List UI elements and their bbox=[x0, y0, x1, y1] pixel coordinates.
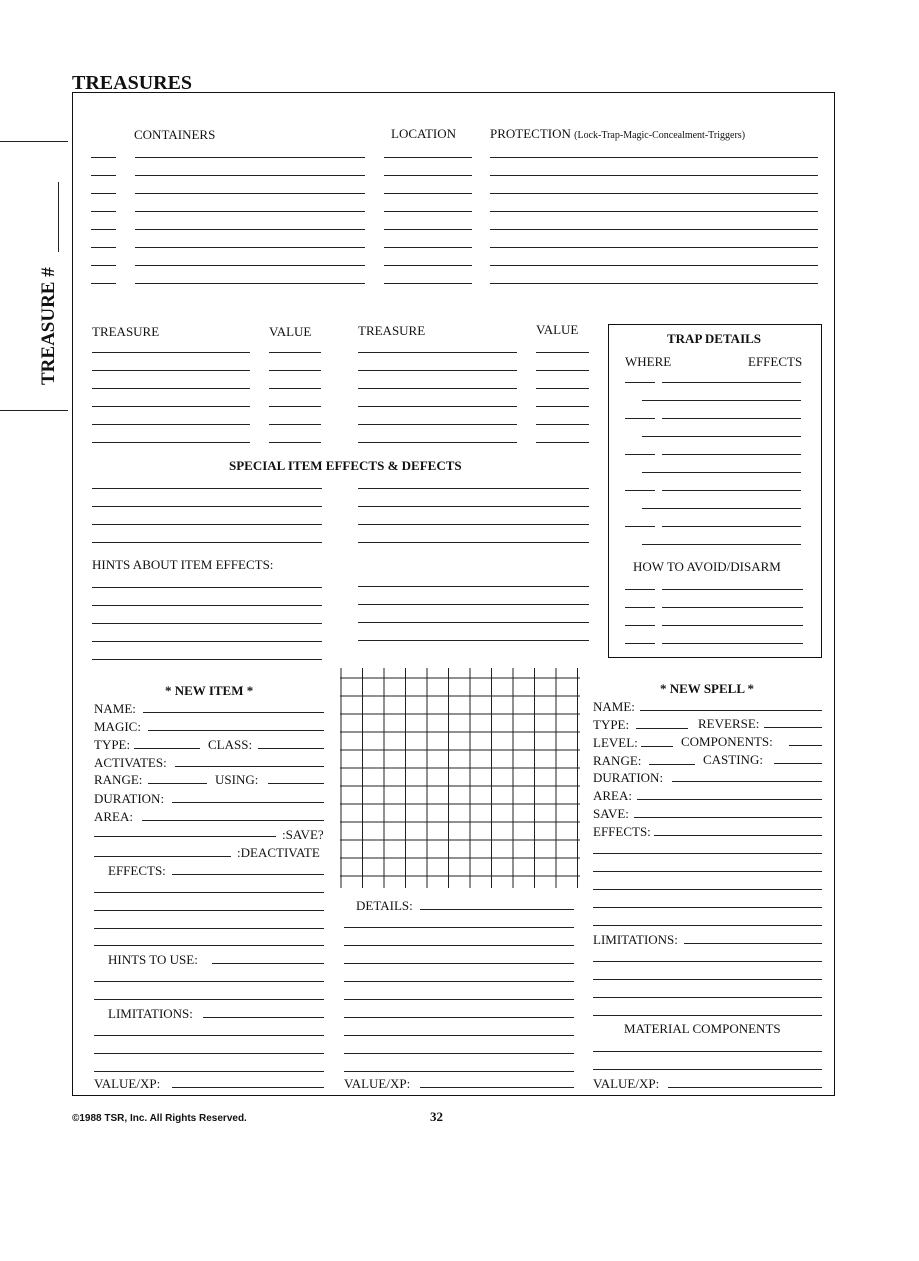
container-field[interactable] bbox=[135, 283, 365, 284]
details-field[interactable] bbox=[344, 963, 574, 964]
item-area-label: AREA: bbox=[94, 809, 133, 824]
item-field[interactable] bbox=[94, 981, 324, 982]
location-field[interactable] bbox=[384, 211, 472, 212]
spell-field[interactable] bbox=[593, 1051, 822, 1052]
value-field[interactable] bbox=[536, 442, 589, 443]
copyright: ©1988 TSR, Inc. All Rights Reserved. bbox=[72, 1113, 247, 1124]
spell-field[interactable] bbox=[637, 799, 822, 800]
item-type-label: TYPE: bbox=[94, 737, 131, 752]
containers-header: CONTAINERS bbox=[134, 127, 216, 142]
location-field[interactable] bbox=[384, 283, 472, 284]
hints-label: HINTS ABOUT ITEM EFFECTS: bbox=[92, 557, 274, 572]
value-field[interactable] bbox=[536, 406, 589, 407]
container-field[interactable] bbox=[135, 175, 365, 176]
details-field[interactable] bbox=[344, 1017, 574, 1018]
hint-field[interactable] bbox=[358, 586, 589, 587]
container-number-field[interactable] bbox=[91, 175, 116, 176]
treasure-field[interactable] bbox=[92, 442, 250, 443]
value-header-1: VALUE bbox=[269, 324, 312, 339]
spell-casting-label: CASTING: bbox=[703, 752, 763, 767]
protection-field[interactable] bbox=[490, 193, 818, 194]
value-field[interactable] bbox=[536, 370, 589, 371]
container-field[interactable] bbox=[135, 229, 365, 230]
location-field[interactable] bbox=[384, 157, 472, 158]
spell-field[interactable] bbox=[593, 907, 822, 908]
container-number-field[interactable] bbox=[91, 229, 116, 230]
trap-effects-field[interactable] bbox=[662, 490, 801, 491]
trap-avoid-number-field[interactable] bbox=[625, 607, 655, 608]
hint-field[interactable] bbox=[92, 587, 322, 588]
treasure-field[interactable] bbox=[358, 424, 517, 425]
container-number-field[interactable] bbox=[91, 157, 116, 158]
special-effects-heading: SPECIAL ITEM EFFECTS & DEFECTS bbox=[229, 458, 462, 473]
treasure-field[interactable] bbox=[358, 370, 517, 371]
trap-where-field[interactable] bbox=[625, 490, 655, 491]
hint-field[interactable] bbox=[358, 604, 589, 605]
special-effect-field[interactable] bbox=[358, 488, 589, 489]
item-deactivate-label: :DEACTIVATE bbox=[237, 845, 320, 860]
trap-avoid-field[interactable] bbox=[662, 589, 803, 590]
special-effect-field[interactable] bbox=[92, 524, 322, 525]
details-field[interactable] bbox=[344, 1053, 574, 1054]
side-rule-top bbox=[0, 141, 68, 142]
spell-field[interactable] bbox=[672, 781, 822, 782]
item-field[interactable] bbox=[172, 802, 324, 803]
hint-field[interactable] bbox=[358, 622, 589, 623]
spell-field[interactable] bbox=[593, 1069, 822, 1070]
special-effect-field[interactable] bbox=[92, 488, 322, 489]
item-field[interactable] bbox=[94, 999, 324, 1000]
treasure-field[interactable] bbox=[358, 352, 517, 353]
treasure-field[interactable] bbox=[358, 442, 517, 443]
container-field[interactable] bbox=[135, 247, 365, 248]
trap-effects-field[interactable] bbox=[642, 544, 801, 545]
trap-effects-field[interactable] bbox=[662, 382, 801, 383]
spell-type-label: TYPE: bbox=[593, 717, 630, 732]
spell-area-label: AREA: bbox=[593, 788, 632, 803]
item-limitations-label: LIMITATIONS: bbox=[108, 1006, 193, 1021]
spell-field[interactable] bbox=[593, 889, 822, 890]
value-header-2: VALUE bbox=[536, 322, 579, 337]
drawing-grid[interactable] bbox=[340, 668, 580, 888]
protection-header bbox=[490, 127, 745, 141]
treasure-header-2: TREASURE bbox=[358, 323, 426, 338]
location-field[interactable] bbox=[384, 193, 472, 194]
value-field[interactable] bbox=[536, 388, 589, 389]
middle-value-label: VALUE/XP: bbox=[344, 1076, 411, 1091]
details-field[interactable] bbox=[344, 927, 574, 928]
spell-field[interactable] bbox=[593, 853, 822, 854]
spell-field[interactable] bbox=[684, 943, 822, 944]
page-title: TREASURES bbox=[72, 72, 193, 94]
protection-field[interactable] bbox=[490, 211, 818, 212]
special-effect-field[interactable] bbox=[92, 506, 322, 507]
item-field[interactable] bbox=[148, 730, 324, 731]
trap-effects-header: EFFECTS bbox=[748, 354, 803, 369]
container-number-field[interactable] bbox=[91, 193, 116, 194]
spell-material-label: MATERIAL COMPONENTS bbox=[624, 1021, 781, 1036]
spell-range-label: RANGE: bbox=[593, 753, 642, 768]
spell-duration-label: DURATION: bbox=[593, 770, 664, 785]
trap-avoid-number-field[interactable] bbox=[625, 625, 655, 626]
spell-field[interactable] bbox=[654, 835, 822, 836]
spell-components-label: COMPONENTS: bbox=[681, 734, 773, 749]
trap-where-field[interactable] bbox=[625, 382, 655, 383]
trap-effects-field[interactable] bbox=[662, 526, 801, 527]
side-rule-bottom bbox=[0, 410, 68, 411]
special-effect-field[interactable] bbox=[358, 506, 589, 507]
special-effect-field[interactable] bbox=[358, 542, 589, 543]
spell-field[interactable] bbox=[764, 727, 822, 728]
details-field[interactable] bbox=[344, 945, 574, 946]
spell-field[interactable] bbox=[593, 925, 822, 926]
details-field[interactable] bbox=[420, 909, 574, 910]
treasure-field[interactable] bbox=[92, 352, 250, 353]
spell-field[interactable] bbox=[649, 764, 695, 765]
trap-avoid-field[interactable] bbox=[662, 607, 803, 608]
item-field[interactable] bbox=[94, 1035, 324, 1036]
treasure-header-1: TREASURE bbox=[92, 324, 160, 339]
item-field[interactable] bbox=[94, 892, 324, 893]
spell-effects-label: EFFECTS: bbox=[593, 824, 651, 839]
trap-details-heading: TRAP DETAILS bbox=[667, 331, 762, 346]
item-field[interactable] bbox=[94, 1053, 324, 1054]
item-effects-label: EFFECTS: bbox=[108, 863, 166, 878]
item-field[interactable] bbox=[203, 1017, 324, 1018]
protection-field[interactable] bbox=[490, 157, 818, 158]
side-label: TREASURE # bbox=[38, 267, 59, 385]
location-field[interactable] bbox=[384, 229, 472, 230]
item-field[interactable] bbox=[175, 766, 324, 767]
trap-effects-field[interactable] bbox=[642, 508, 801, 509]
protection-field[interactable] bbox=[490, 175, 818, 176]
container-number-field[interactable] bbox=[91, 283, 116, 284]
value-field[interactable] bbox=[269, 424, 321, 425]
item-field[interactable] bbox=[94, 945, 324, 946]
spell-field[interactable] bbox=[774, 763, 822, 764]
trap-effects-field[interactable] bbox=[642, 436, 801, 437]
spell-field[interactable] bbox=[593, 997, 822, 998]
new-item-heading: * NEW ITEM * bbox=[165, 683, 254, 698]
item-field[interactable] bbox=[172, 1087, 324, 1088]
protection-field[interactable] bbox=[490, 229, 818, 230]
hint-field[interactable] bbox=[92, 659, 322, 660]
container-field[interactable] bbox=[135, 265, 365, 266]
item-name-label: NAME: bbox=[94, 701, 136, 716]
protection-field[interactable] bbox=[490, 265, 818, 266]
location-header: LOCATION bbox=[391, 126, 456, 141]
location-field[interactable] bbox=[384, 265, 472, 266]
item-field[interactable] bbox=[212, 963, 324, 964]
details-field[interactable] bbox=[344, 1071, 574, 1072]
item-duration-label: DURATION: bbox=[94, 791, 165, 806]
item-field[interactable] bbox=[258, 748, 324, 749]
trap-effects-field[interactable] bbox=[642, 400, 801, 401]
item-field[interactable] bbox=[142, 820, 324, 821]
trap-effects-field[interactable] bbox=[662, 418, 801, 419]
trap-where-header: WHERE bbox=[625, 354, 672, 369]
spell-level-label: LEVEL: bbox=[593, 735, 638, 750]
details-field[interactable] bbox=[344, 981, 574, 982]
trap-effects-field[interactable] bbox=[642, 472, 801, 473]
details-field[interactable] bbox=[344, 1035, 574, 1036]
spell-value-label: VALUE/XP: bbox=[593, 1076, 660, 1091]
item-magic-label: MAGIC: bbox=[94, 719, 141, 734]
details-label: DETAILS: bbox=[356, 898, 413, 913]
spell-field[interactable] bbox=[593, 961, 822, 962]
spell-save-label: SAVE: bbox=[593, 806, 629, 821]
new-spell-heading: * NEW SPELL * bbox=[660, 681, 755, 696]
location-field[interactable] bbox=[384, 175, 472, 176]
item-using-label: USING: bbox=[215, 772, 259, 787]
item-save-label: :SAVE? bbox=[282, 827, 324, 842]
item-field[interactable] bbox=[134, 748, 200, 749]
value-field[interactable] bbox=[269, 370, 321, 371]
item-field[interactable] bbox=[148, 783, 207, 784]
protection-subtitle: (Lock-Trap-Magic-Concealment-Triggers) bbox=[574, 130, 746, 141]
value-field[interactable] bbox=[269, 406, 321, 407]
special-effect-field[interactable] bbox=[358, 524, 589, 525]
item-field[interactable] bbox=[268, 783, 324, 784]
hint-field[interactable] bbox=[92, 641, 322, 642]
protection-field[interactable] bbox=[490, 247, 818, 248]
spell-field[interactable] bbox=[634, 817, 822, 818]
treasure-field[interactable] bbox=[358, 406, 517, 407]
item-value-label: VALUE/XP: bbox=[94, 1076, 161, 1091]
spell-field[interactable] bbox=[789, 745, 822, 746]
trap-avoid-number-field[interactable] bbox=[625, 589, 655, 590]
item-range-label: RANGE: bbox=[94, 772, 143, 787]
trap-avoid-header: HOW TO AVOID/DISARM bbox=[633, 559, 781, 574]
container-field[interactable] bbox=[135, 193, 365, 194]
spell-field[interactable] bbox=[636, 728, 688, 729]
item-field[interactable] bbox=[94, 1071, 324, 1072]
special-effect-field[interactable] bbox=[92, 542, 322, 543]
value-field[interactable] bbox=[269, 442, 321, 443]
container-field[interactable] bbox=[135, 157, 365, 158]
spell-field[interactable] bbox=[593, 979, 822, 980]
spell-name-label: NAME: bbox=[593, 699, 635, 714]
item-activates-label: ACTIVATES: bbox=[94, 755, 167, 770]
treasure-field[interactable] bbox=[92, 370, 250, 371]
trap-avoid-number-field[interactable] bbox=[625, 643, 655, 644]
value-field[interactable] bbox=[536, 424, 589, 425]
item-field[interactable] bbox=[143, 712, 324, 713]
item-field[interactable] bbox=[94, 910, 324, 911]
item-class-label: CLASS: bbox=[208, 737, 253, 752]
hint-field[interactable] bbox=[92, 623, 322, 624]
treasure-field[interactable] bbox=[92, 424, 250, 425]
spell-field[interactable] bbox=[668, 1087, 822, 1088]
trap-avoid-field[interactable] bbox=[662, 625, 803, 626]
item-field[interactable] bbox=[172, 874, 324, 875]
hint-field[interactable] bbox=[92, 605, 322, 606]
value-field[interactable] bbox=[536, 352, 589, 353]
container-number-field[interactable] bbox=[91, 247, 116, 248]
spell-field[interactable] bbox=[641, 746, 673, 747]
middle-value-field[interactable] bbox=[420, 1087, 574, 1088]
treasure-field[interactable] bbox=[92, 406, 250, 407]
trap-where-field[interactable] bbox=[625, 454, 655, 455]
side-label-field[interactable] bbox=[58, 182, 59, 252]
spell-reverse-label: REVERSE: bbox=[698, 716, 760, 731]
protection-field[interactable] bbox=[490, 283, 818, 284]
details-field[interactable] bbox=[344, 999, 574, 1000]
trap-where-field[interactable] bbox=[625, 418, 655, 419]
container-field[interactable] bbox=[135, 211, 365, 212]
item-field[interactable] bbox=[94, 836, 276, 837]
container-number-field[interactable] bbox=[91, 265, 116, 266]
protection-label: PROTECTION bbox=[490, 126, 571, 141]
trap-where-field[interactable] bbox=[625, 526, 655, 527]
location-field[interactable] bbox=[384, 247, 472, 248]
item-field[interactable] bbox=[94, 856, 231, 857]
spell-field[interactable] bbox=[593, 871, 822, 872]
treasure-field[interactable] bbox=[92, 388, 250, 389]
item-field[interactable] bbox=[94, 928, 324, 929]
spell-field[interactable] bbox=[640, 710, 822, 711]
value-field[interactable] bbox=[269, 388, 321, 389]
value-field[interactable] bbox=[269, 352, 321, 353]
container-number-field[interactable] bbox=[91, 211, 116, 212]
trap-effects-field[interactable] bbox=[662, 454, 801, 455]
treasure-field[interactable] bbox=[358, 388, 517, 389]
hint-field[interactable] bbox=[358, 640, 589, 641]
trap-avoid-field[interactable] bbox=[662, 643, 803, 644]
spell-limitations-label: LIMITATIONS: bbox=[593, 932, 678, 947]
page-number: 32 bbox=[430, 1109, 443, 1124]
item-hints-label: HINTS TO USE: bbox=[108, 952, 198, 967]
spell-field[interactable] bbox=[593, 1015, 822, 1016]
